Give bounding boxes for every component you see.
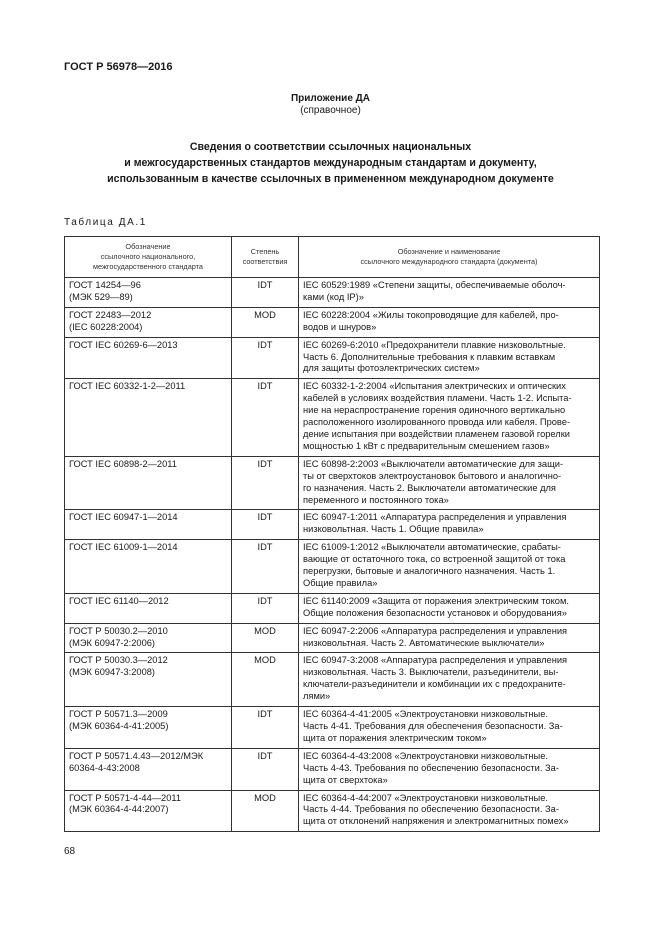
header-national-standard <box>65 237 232 278</box>
cell-national-standard <box>65 337 232 379</box>
national-standard-text: ГОСТ IEC 61009-1—2014 <box>69 542 178 553</box>
cell-degree: IDT <box>232 707 299 749</box>
table-row <box>65 540 600 594</box>
cell-international-standard <box>299 593 600 623</box>
international-standard-text: низковольтная. Часть 2. Автоматические выключатели» <box>303 637 545 648</box>
cell-national-standard <box>65 510 232 540</box>
cell-degree: MOD <box>232 307 299 337</box>
cell-international-standard <box>299 790 600 832</box>
international-standard-text: переменного и постоянного тока» <box>303 494 449 505</box>
cell-national-standard <box>65 748 232 790</box>
cell-international-standard <box>299 379 600 456</box>
cell-international-standard <box>299 278 600 308</box>
section-title-line: и межгосударственных стандартов международным стандартам и документу, <box>124 157 537 169</box>
cell-international-standard <box>299 307 600 337</box>
national-standard-text: ГОСТ Р 50571-4-44—2011 <box>69 792 182 803</box>
cell-degree: IDT <box>232 456 299 510</box>
cell-international-standard <box>299 748 600 790</box>
section-title-line: использованным в качестве ссылочных в примененном международном документе <box>107 173 554 185</box>
cell-degree: IDT <box>232 337 299 379</box>
correspondence-table <box>64 236 600 832</box>
header-international-standard <box>299 237 600 278</box>
national-standard-text: ГОСТ Р 50571.3—2009 <box>69 709 168 720</box>
header-text: Обозначение <box>125 242 171 251</box>
national-standard-text: ГОСТ IEC 61140—2012 <box>69 595 169 606</box>
international-standard-text: для защиты фотоэлектрических систем» <box>303 363 480 374</box>
international-standard-text: Часть 4-43. Требования по обеспечению безопасности. За- <box>303 762 559 773</box>
table-row <box>65 748 600 790</box>
section-title-line: Сведения о соответствии ссылочных национальных <box>189 141 472 153</box>
international-standard-text: ты от сверхтоков электроустановок бытового и аналогично- <box>303 470 562 481</box>
table-header-row <box>65 237 600 278</box>
page-number: 68 <box>64 846 76 857</box>
table-row <box>65 456 600 510</box>
international-standard-text: IEC 60364-4-43:2008 «Электроустановки низковольтные. <box>303 750 548 761</box>
national-standard-text: 60364-4-43:2008 <box>69 762 140 773</box>
international-standard-text: Часть 6. Дополнительные требования к плавким вставкам <box>303 351 556 362</box>
cell-national-standard <box>65 623 232 653</box>
cell-national-standard <box>65 278 232 308</box>
international-standard-text: дение испытания при воздействии пламенем газовой горелки <box>303 428 570 439</box>
cell-international-standard <box>299 540 600 594</box>
cell-national-standard <box>65 707 232 749</box>
cell-degree: MOD <box>232 790 299 832</box>
international-standard-text: низковольтная. Часть 3. Выключатели, разъединители, вы- <box>303 667 559 678</box>
header-degree <box>232 237 299 278</box>
international-standard-text: IEC 60947-2:2006 «Аппаратура распределения и управления <box>303 625 568 636</box>
cell-degree: IDT <box>232 748 299 790</box>
international-standard-text: ками (код IP)» <box>303 291 364 302</box>
international-standard-text: IEC 60947-1:2011 «Аппаратура распределения и управления <box>303 512 567 523</box>
international-standard-text: кабелей в условиях воздействия пламени. Часть 1-2. Испыта- <box>303 393 572 404</box>
international-standard-text: IEC 60529:1989 «Степени защиты, обеспечиваемые оболоч- <box>303 280 566 290</box>
cell-national-standard <box>65 456 232 510</box>
international-standard-text: перегрузки, бытовые и аналогичного назначения. Часть 1. <box>303 566 556 577</box>
header-text: ссылочного национального, <box>100 252 196 261</box>
national-standard-text: ГОСТ IEC 60332-1-2—2011 <box>69 381 186 392</box>
international-standard-text: Общие правила» <box>303 577 378 588</box>
national-standard-text: (МЭК 60947-2:2006) <box>69 637 156 648</box>
national-standard-text: (МЭК 529—89) <box>69 291 133 302</box>
international-standard-text: IEC 60898-2:2003 «Выключатели автоматические для защи- <box>303 458 564 469</box>
international-standard-text: IEC 61140:2009 «Защита от поражения электрическим током. <box>303 595 569 606</box>
national-standard-text: (МЭК 60364-4-44:2007) <box>69 804 169 815</box>
header-text: межгосударственного стандарта <box>93 262 203 271</box>
table-row <box>65 623 600 653</box>
cell-international-standard <box>299 510 600 540</box>
international-standard-text: щита от сверхтока» <box>303 774 388 785</box>
national-standard-text: ГОСТ Р 50571.4.43—2012/МЭК <box>69 750 204 761</box>
national-standard-text: ГОСТ IEC 60947-1—2014 <box>69 512 178 523</box>
international-standard-text: щита от поражения электрическим током» <box>303 732 487 743</box>
table-row <box>65 278 600 308</box>
cell-national-standard <box>65 593 232 623</box>
cell-international-standard <box>299 456 600 510</box>
appendix-subtitle: (справочное) <box>300 105 361 116</box>
international-standard-text: IEC 61009-1:2012 «Выключатели автоматические, срабаты- <box>303 542 561 553</box>
international-standard-text: расположенного изолированного провода или кабеля. Прове- <box>303 417 571 428</box>
cell-national-standard <box>65 790 232 832</box>
cell-degree: IDT <box>232 510 299 540</box>
table-caption: Таблица ДА.1 <box>64 217 147 228</box>
section-title <box>60 139 601 187</box>
table-row <box>65 593 600 623</box>
international-standard-text: низковольтная. Часть 1. Общие правила» <box>303 524 484 535</box>
international-standard-text: вающие от остаточного тока, со встроенной защитой от тока <box>303 554 566 565</box>
header-text: Обозначение и наименование <box>397 247 501 256</box>
international-standard-text: щита от отклонений напряжения и электромагнитных помех» <box>303 816 569 827</box>
national-standard-text: ГОСТ 14254—96 <box>69 280 141 290</box>
international-standard-text: ние на нераспространение горения одиночного вертикально <box>303 405 566 416</box>
international-standard-text: Часть 4-41. Требования для обеспечения безопасности. За- <box>303 721 563 731</box>
national-standard-text: ГОСТ Р 50030.3—2012 <box>69 655 168 666</box>
header-text: соответствия <box>242 257 288 266</box>
international-standard-text: лями» <box>303 691 331 702</box>
international-standard-text: водов и шнуров» <box>303 321 377 332</box>
cell-international-standard <box>299 653 600 707</box>
international-standard-text: ключатели-разъединители и комбинации их с предохраните- <box>303 679 566 690</box>
cell-degree: MOD <box>232 623 299 653</box>
table-row <box>65 379 600 456</box>
cell-national-standard <box>65 307 232 337</box>
national-standard-text: ГОСТ IEC 60269-6—2013 <box>69 339 178 350</box>
national-standard-text: ГОСТ 22483—2012 <box>69 309 152 320</box>
cell-national-standard <box>65 653 232 707</box>
table-row <box>65 510 600 540</box>
cell-national-standard <box>65 540 232 594</box>
national-standard-text: (МЭК 60364-4-41:2005) <box>69 721 169 731</box>
international-standard-text: IEC 60269-6:2010 «Предохранители плавкие низковольтные. <box>303 339 566 350</box>
international-standard-text: IEC 60228:2004 «Жилы токопроводящие для кабелей, про- <box>303 309 559 320</box>
national-standard-text: ГОСТ Р 50030.2—2010 <box>69 625 168 636</box>
cell-degree: IDT <box>232 278 299 308</box>
national-standard-text: (IEC 60228:2004) <box>69 321 143 332</box>
cell-degree: IDT <box>232 593 299 623</box>
cell-international-standard <box>299 707 600 749</box>
international-standard-text: мощностью 1 кВт с предварительным смешением газов» <box>303 440 550 451</box>
document-header: ГОСТ Р 56978—2016 <box>64 61 173 73</box>
table-row <box>65 707 600 749</box>
international-standard-text: го назначения. Часть 2. Выключатели автоматические для <box>303 482 556 493</box>
international-standard-text: Общие положения безопасности установок и оборудования» <box>303 607 567 618</box>
national-standard-text: (МЭК 60947-3:2008) <box>69 667 156 678</box>
international-standard-text: IEC 60332-1-2:2004 «Испытания электрических и оптических <box>303 381 566 392</box>
table-row <box>65 307 600 337</box>
cell-degree: IDT <box>232 379 299 456</box>
header-text: ссылочного международного стандарта (документа) <box>360 257 538 266</box>
international-standard-text: IEC 60364-4-41:2005 «Электроустановки низковольтные. <box>303 709 548 720</box>
international-standard-text: IEC 60364-4-44:2007 «Электроустановки низковольтные. <box>303 792 548 803</box>
national-standard-text: ГОСТ IEC 60898-2—2011 <box>69 458 177 469</box>
international-standard-text: Часть 4-44. Требования по обеспечению безопасности. За- <box>303 804 559 815</box>
cell-national-standard <box>65 379 232 456</box>
cell-degree: IDT <box>232 540 299 594</box>
table-row <box>65 337 600 379</box>
header-text: Степень <box>250 247 280 256</box>
cell-international-standard <box>299 623 600 653</box>
international-standard-text: IEC 60947-3:2008 «Аппаратура распределения и управления <box>303 655 568 666</box>
table-row <box>65 653 600 707</box>
cell-international-standard <box>299 337 600 379</box>
table-row <box>65 790 600 832</box>
cell-degree: MOD <box>232 653 299 707</box>
appendix-title: Приложение ДА <box>290 93 371 104</box>
